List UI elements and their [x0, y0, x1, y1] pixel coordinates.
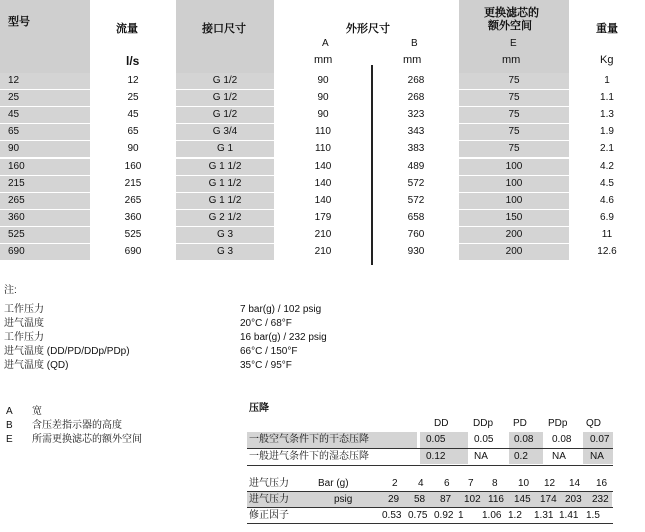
cell-a: 90	[317, 75, 329, 86]
header-bg-connection	[176, 0, 274, 73]
note-label: 工作压力	[4, 332, 44, 343]
corr-pressure-psig: 232	[592, 494, 609, 505]
cell-e: 75	[459, 141, 569, 157]
cell-conn: G 1 1/2	[176, 193, 274, 209]
table-row	[0, 159, 645, 175]
corr-pressure-bar: 4	[418, 478, 424, 489]
cell-model: 45	[0, 107, 90, 123]
cell-e: 200	[459, 244, 569, 260]
col-b-label: B	[411, 38, 418, 49]
cell-e: 75	[459, 124, 569, 140]
corr-line-1	[247, 491, 613, 492]
col-flow-header: 流量	[116, 23, 138, 35]
pd-row-label: 一般进气条件下的湿态压降	[249, 451, 369, 462]
dimension-divider-line	[371, 65, 373, 265]
cell-flow: 45	[127, 109, 139, 121]
corr-row1-unit: Bar (g)	[318, 478, 349, 489]
pd-line-1	[247, 448, 613, 449]
corr-factor: 0.92	[434, 510, 454, 521]
col-dimensions-header: 外形尺寸	[346, 23, 390, 35]
corr-pressure-bar: 6	[444, 478, 450, 489]
cell-flow: 215	[124, 177, 142, 189]
corr-pressure-bar: 8	[492, 478, 498, 489]
legend-key: E	[6, 434, 13, 445]
cell-model: 265	[0, 193, 90, 209]
corr-factor: 1.31	[534, 510, 554, 521]
corr-factor: 1.41	[559, 510, 579, 521]
corr-pressure-bar: 2	[392, 478, 398, 489]
corr-pressure-psig: 145	[514, 494, 531, 505]
corr-row2-label: 进气压力	[249, 494, 289, 505]
pd-value: 0.05	[426, 434, 446, 445]
cell-conn: G 2 1/2	[176, 210, 274, 226]
cell-kg: 1.3	[600, 109, 614, 121]
cell-conn: G 1/2	[176, 107, 274, 123]
cell-kg: 1.9	[600, 126, 614, 138]
pd-value: 0.07	[590, 434, 610, 445]
note-value: 66°C / 150°F	[240, 346, 298, 357]
cell-kg: 2.1	[600, 143, 614, 155]
cell-flow: 25	[127, 92, 139, 104]
col-flow-unit: l/s	[126, 54, 140, 68]
cell-model: 160	[0, 159, 90, 175]
cell-flow: 160	[124, 160, 142, 172]
note-value: 16 bar(g) / 232 psig	[240, 332, 327, 343]
corr-row2-bg	[247, 492, 612, 508]
cell-a: 140	[314, 177, 332, 189]
corr-pressure-bar: 16	[596, 478, 608, 489]
note-label: 工作压力	[4, 304, 44, 315]
cell-b: 268	[407, 75, 425, 86]
corr-pressure-psig: 29	[388, 494, 400, 505]
cell-e: 75	[459, 90, 569, 106]
cell-e: 75	[459, 73, 569, 89]
cell-flow: 265	[124, 194, 142, 206]
table-row	[0, 90, 645, 106]
pd-line-2	[247, 465, 613, 466]
col-service-header-2: 额外空间	[488, 20, 532, 32]
cell-kg: 1.1	[600, 92, 614, 104]
legend-text: 所需更换滤芯的额外空间	[32, 434, 142, 445]
cell-e: 100	[459, 159, 569, 175]
cell-model: 12	[0, 73, 90, 89]
corr-pressure-bar: 14	[569, 478, 581, 489]
legend-key: B	[6, 420, 13, 431]
cell-flow: 690	[124, 246, 142, 257]
cell-b: 930	[407, 246, 425, 257]
cell-b: 572	[407, 177, 425, 189]
cell-b: 343	[407, 126, 425, 138]
corr-pressure-psig: 203	[565, 494, 582, 505]
cell-a: 210	[314, 246, 332, 257]
cell-b: 658	[407, 211, 425, 223]
notes-title: 注:	[4, 285, 17, 296]
pd-value: NA	[474, 451, 488, 462]
cell-e: 200	[459, 227, 569, 243]
cell-model: 690	[0, 244, 90, 260]
cell-kg: 12.6	[597, 246, 617, 257]
pd-value: 0.2	[514, 451, 528, 462]
pd-col-header: QD	[586, 418, 601, 429]
corr-pressure-psig: 58	[414, 494, 426, 505]
corr-pressure-bar: 10	[518, 478, 530, 489]
corr-pressure-psig: 174	[540, 494, 557, 505]
table-row	[0, 73, 645, 89]
note-value: 35°C / 95°F	[240, 360, 292, 371]
cell-a: 140	[314, 194, 332, 206]
corr-factor: 1.06	[482, 510, 502, 521]
cell-a: 140	[314, 160, 332, 172]
cell-kg: 6.9	[600, 211, 614, 223]
table-row	[0, 141, 645, 157]
cell-a: 210	[314, 228, 332, 240]
corr-line-3	[247, 523, 613, 524]
table-row	[0, 193, 645, 209]
cell-e: 150	[459, 210, 569, 226]
col-model-header: 型号	[8, 16, 30, 28]
cell-flow: 90	[127, 143, 139, 155]
pd-row-label: 一般空气条件下的干态压降	[249, 434, 369, 445]
corr-factor: 0.53	[382, 510, 402, 521]
corr-factor: 1.5	[586, 510, 600, 521]
corr-row1-label: 进气压力	[249, 478, 289, 489]
corr-factor: 1.2	[508, 510, 522, 521]
cell-b: 323	[407, 109, 425, 121]
cell-conn: G 1/2	[176, 90, 274, 106]
pd-col-header: DD	[434, 418, 449, 429]
cell-a: 110	[315, 126, 331, 138]
table-row	[0, 124, 645, 140]
col-a-unit: mm	[314, 54, 333, 66]
cell-kg: 4.2	[600, 160, 614, 172]
note-value: 7 bar(g) / 102 psig	[240, 304, 322, 315]
col-e-label: E	[510, 38, 517, 49]
note-label: 进气温度	[4, 318, 44, 329]
corr-row3-label: 修正因子	[249, 510, 289, 521]
pd-value: NA	[590, 451, 604, 462]
cell-model: 25	[0, 90, 90, 106]
col-connection-header: 接口尺寸	[202, 23, 246, 35]
corr-row2-unit: psig	[334, 494, 353, 505]
cell-conn: G 3	[176, 227, 274, 243]
table-row	[0, 176, 645, 192]
legend-key: A	[6, 406, 13, 417]
pd-col-header: PDp	[548, 418, 568, 429]
pd-col-header: DDp	[473, 418, 494, 429]
cell-model: 90	[0, 141, 90, 157]
corr-pressure-bar: 7	[468, 478, 474, 489]
corr-factor: 0.75	[408, 510, 428, 521]
pd-value: NA	[552, 451, 566, 462]
corr-pressure-bar: 12	[544, 478, 556, 489]
col-weight-header: 重量	[596, 23, 618, 35]
legend-text: 含压差指示器的高度	[32, 420, 122, 431]
col-weight-unit: Kg	[600, 54, 614, 66]
cell-a: 90	[317, 109, 329, 121]
corr-pressure-psig: 87	[440, 494, 452, 505]
legend-text: 宽	[32, 406, 42, 417]
col-a-label: A	[322, 38, 329, 49]
cell-model: 360	[0, 210, 90, 226]
cell-kg: 4.6	[600, 194, 614, 206]
note-label: 进气温度 (QD)	[4, 360, 69, 371]
cell-model: 65	[0, 124, 90, 140]
cell-conn: G 3/4	[176, 124, 274, 140]
col-e-unit: mm	[502, 54, 521, 66]
cell-b: 572	[407, 194, 425, 206]
pd-value: 0.05	[474, 434, 494, 445]
cell-a: 90	[317, 92, 329, 104]
cell-b: 760	[407, 228, 425, 240]
col-b-unit: mm	[403, 54, 422, 66]
cell-conn: G 1	[176, 141, 274, 157]
cell-model: 525	[0, 227, 90, 243]
cell-model: 215	[0, 176, 90, 192]
pressure-drop-title: 压降	[249, 403, 269, 414]
cell-conn: G 3	[176, 244, 274, 260]
note-value: 20°C / 68°F	[240, 318, 292, 329]
table-row	[0, 244, 645, 260]
corr-pressure-psig: 116	[488, 494, 504, 505]
table-row	[0, 227, 645, 243]
table-row	[0, 107, 645, 123]
col-service-header-1: 更换滤芯的	[484, 7, 539, 19]
header-bg-model	[0, 0, 90, 73]
cell-flow: 360	[124, 211, 142, 223]
pd-value: 0.08	[514, 434, 534, 445]
corr-factor: 1	[458, 510, 464, 521]
cell-kg: 11	[601, 228, 613, 240]
note-label: 进气温度 (DD/PD/DDp/PDp)	[4, 346, 130, 357]
cell-e: 100	[459, 193, 569, 209]
cell-kg: 1	[604, 75, 610, 86]
cell-b: 268	[407, 92, 425, 104]
cell-conn: G 1 1/2	[176, 176, 274, 192]
cell-flow: 12	[127, 75, 139, 86]
corr-line-2	[247, 507, 613, 508]
cell-flow: 525	[124, 228, 142, 240]
cell-b: 383	[407, 143, 425, 155]
cell-conn: G 1 1/2	[176, 159, 274, 175]
cell-flow: 65	[127, 126, 139, 138]
table-row	[0, 210, 645, 226]
pd-value: 0.12	[426, 451, 446, 462]
cell-e: 75	[459, 107, 569, 123]
cell-kg: 4.5	[600, 177, 614, 189]
cell-conn: G 1/2	[176, 73, 274, 89]
pd-col-header: PD	[513, 418, 527, 429]
cell-b: 489	[407, 160, 425, 172]
cell-e: 100	[459, 176, 569, 192]
cell-a: 110	[315, 143, 331, 155]
pd-value: 0.08	[552, 434, 572, 445]
corr-pressure-psig: 102	[464, 494, 481, 505]
cell-a: 179	[314, 211, 332, 223]
